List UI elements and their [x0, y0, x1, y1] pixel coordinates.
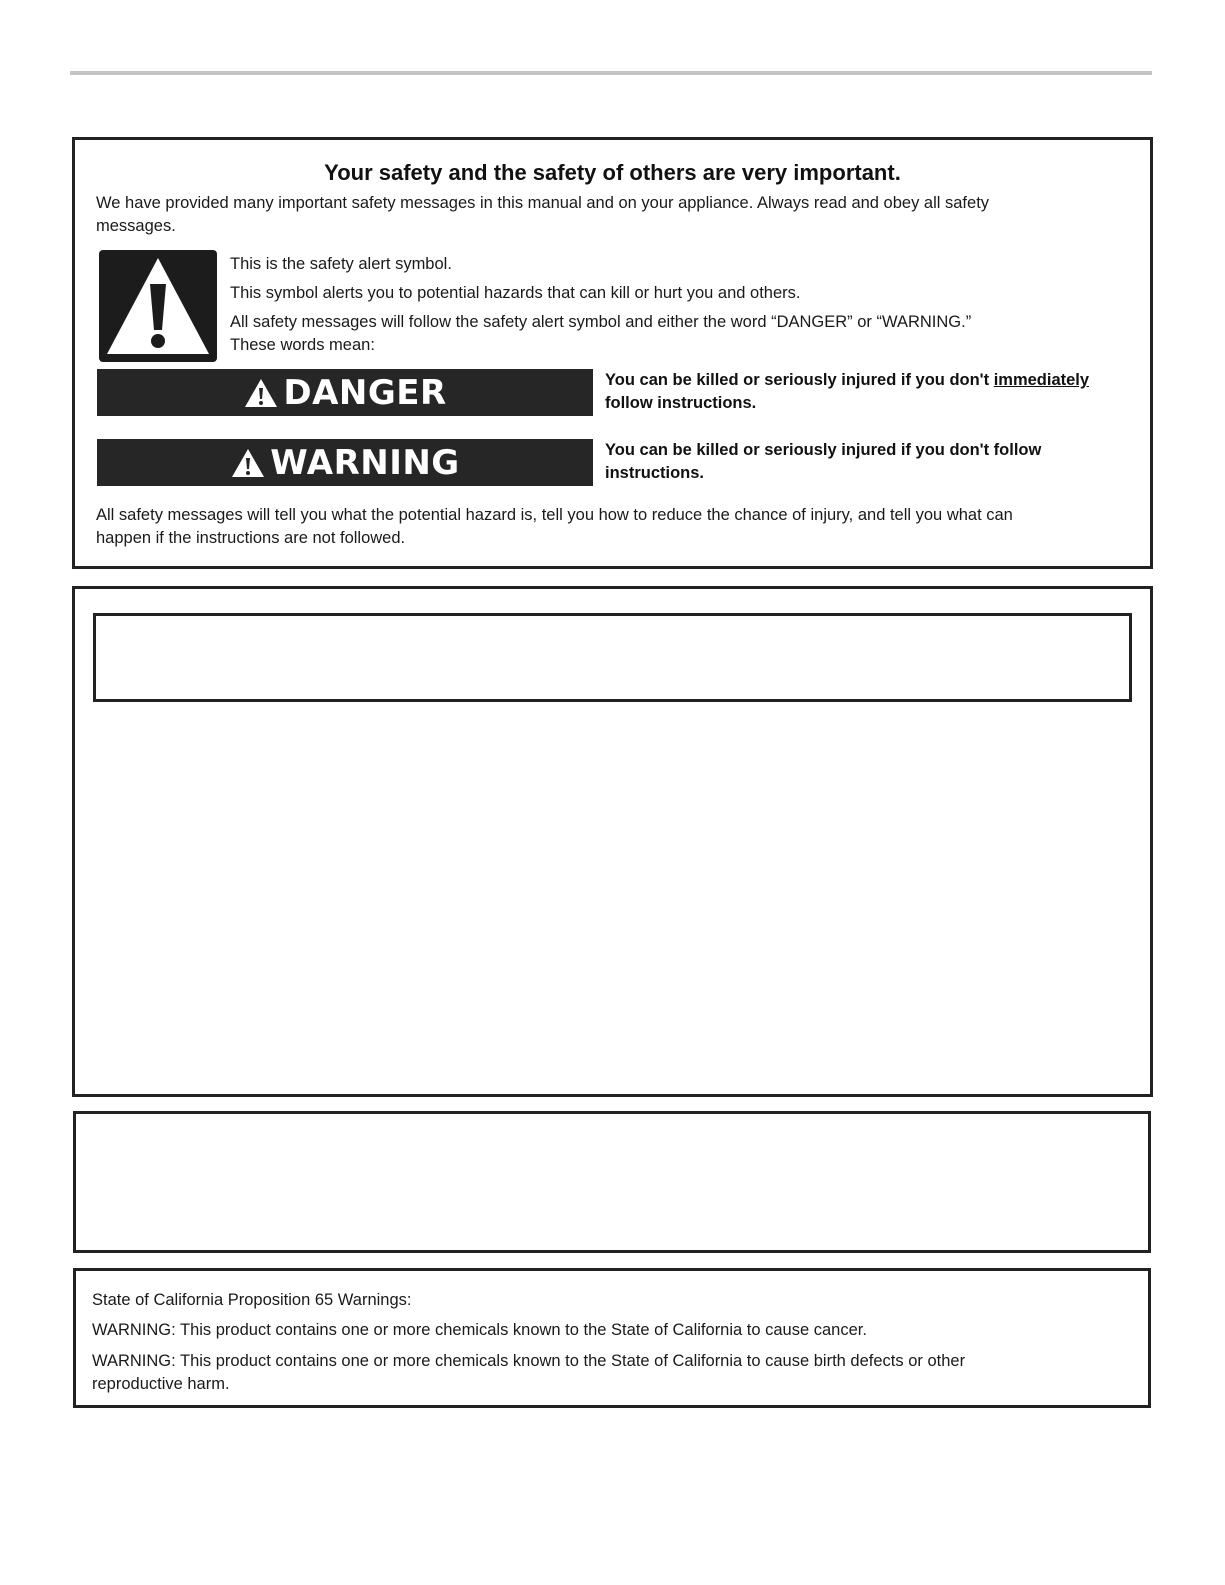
warning-signal-bar	[97, 439, 593, 486]
warning-label: WARNING	[270, 442, 460, 483]
closing-text-line1: All safety messages will tell you what the potential hazard is, tell you how to reduce the chance of injury, and tell you what can	[96, 506, 1013, 524]
warning-description	[605, 439, 1041, 485]
save-instructions-box	[73, 1111, 1151, 1253]
warning-triangle-icon	[243, 377, 279, 409]
warning-desc-line2: instructions.	[605, 464, 705, 482]
prop65-warning-birth-defects-line1: WARNING: This product contains one or more chemicals known to the State of California to cause birth defects or other	[92, 1352, 966, 1370]
prop65-section	[73, 1268, 1151, 1408]
symbol-text-line4: These words mean:	[230, 336, 375, 354]
warning-desc-line1: You can be killed or seriously injured if you don't follow	[605, 441, 1042, 459]
danger-desc-line2: follow instructions.	[605, 394, 757, 412]
prop65-title: State of California Proposition 65 Warnings:	[92, 1291, 412, 1309]
closing-text-line2: happen if the instructions are not followed.	[96, 529, 406, 547]
symbol-text-line1: This is the safety alert symbol.	[230, 255, 452, 273]
intro-text-line2: messages.	[96, 217, 176, 235]
instructions-heading-box	[93, 613, 1132, 702]
danger-signal-bar	[97, 369, 593, 416]
danger-label: DANGER	[283, 372, 447, 413]
prop65-warning-cancer: WARNING: This product contains one or more chemicals known to the State of California to cause cancer.	[92, 1321, 867, 1339]
top-rule	[70, 71, 1152, 75]
symbol-text-line3: All safety messages will follow the safety alert symbol and either the word “DANGER” or “WARNING.”	[230, 313, 972, 331]
symbol-text-line2: This symbol alerts you to potential hazards that can kill or hurt you and others.	[230, 284, 801, 302]
danger-description	[605, 369, 1089, 415]
safety-headline: Your safety and the safety of others are very important.	[324, 160, 901, 185]
prop65-warning-birth-defects-line2: reproductive harm.	[92, 1375, 230, 1393]
danger-desc-emphasis: immediately	[993, 371, 1090, 389]
safety-alert-symbol	[99, 250, 217, 362]
safety-section	[72, 137, 1153, 569]
danger-desc-prefix: You can be killed or seriously injured if you don't	[605, 371, 994, 389]
warning-triangle-icon	[230, 447, 266, 479]
warning-triangle-icon	[99, 250, 217, 362]
intro-text-line1: We have provided many important safety messages in this manual and on your appliance. Always read and obey all safety	[96, 194, 990, 212]
